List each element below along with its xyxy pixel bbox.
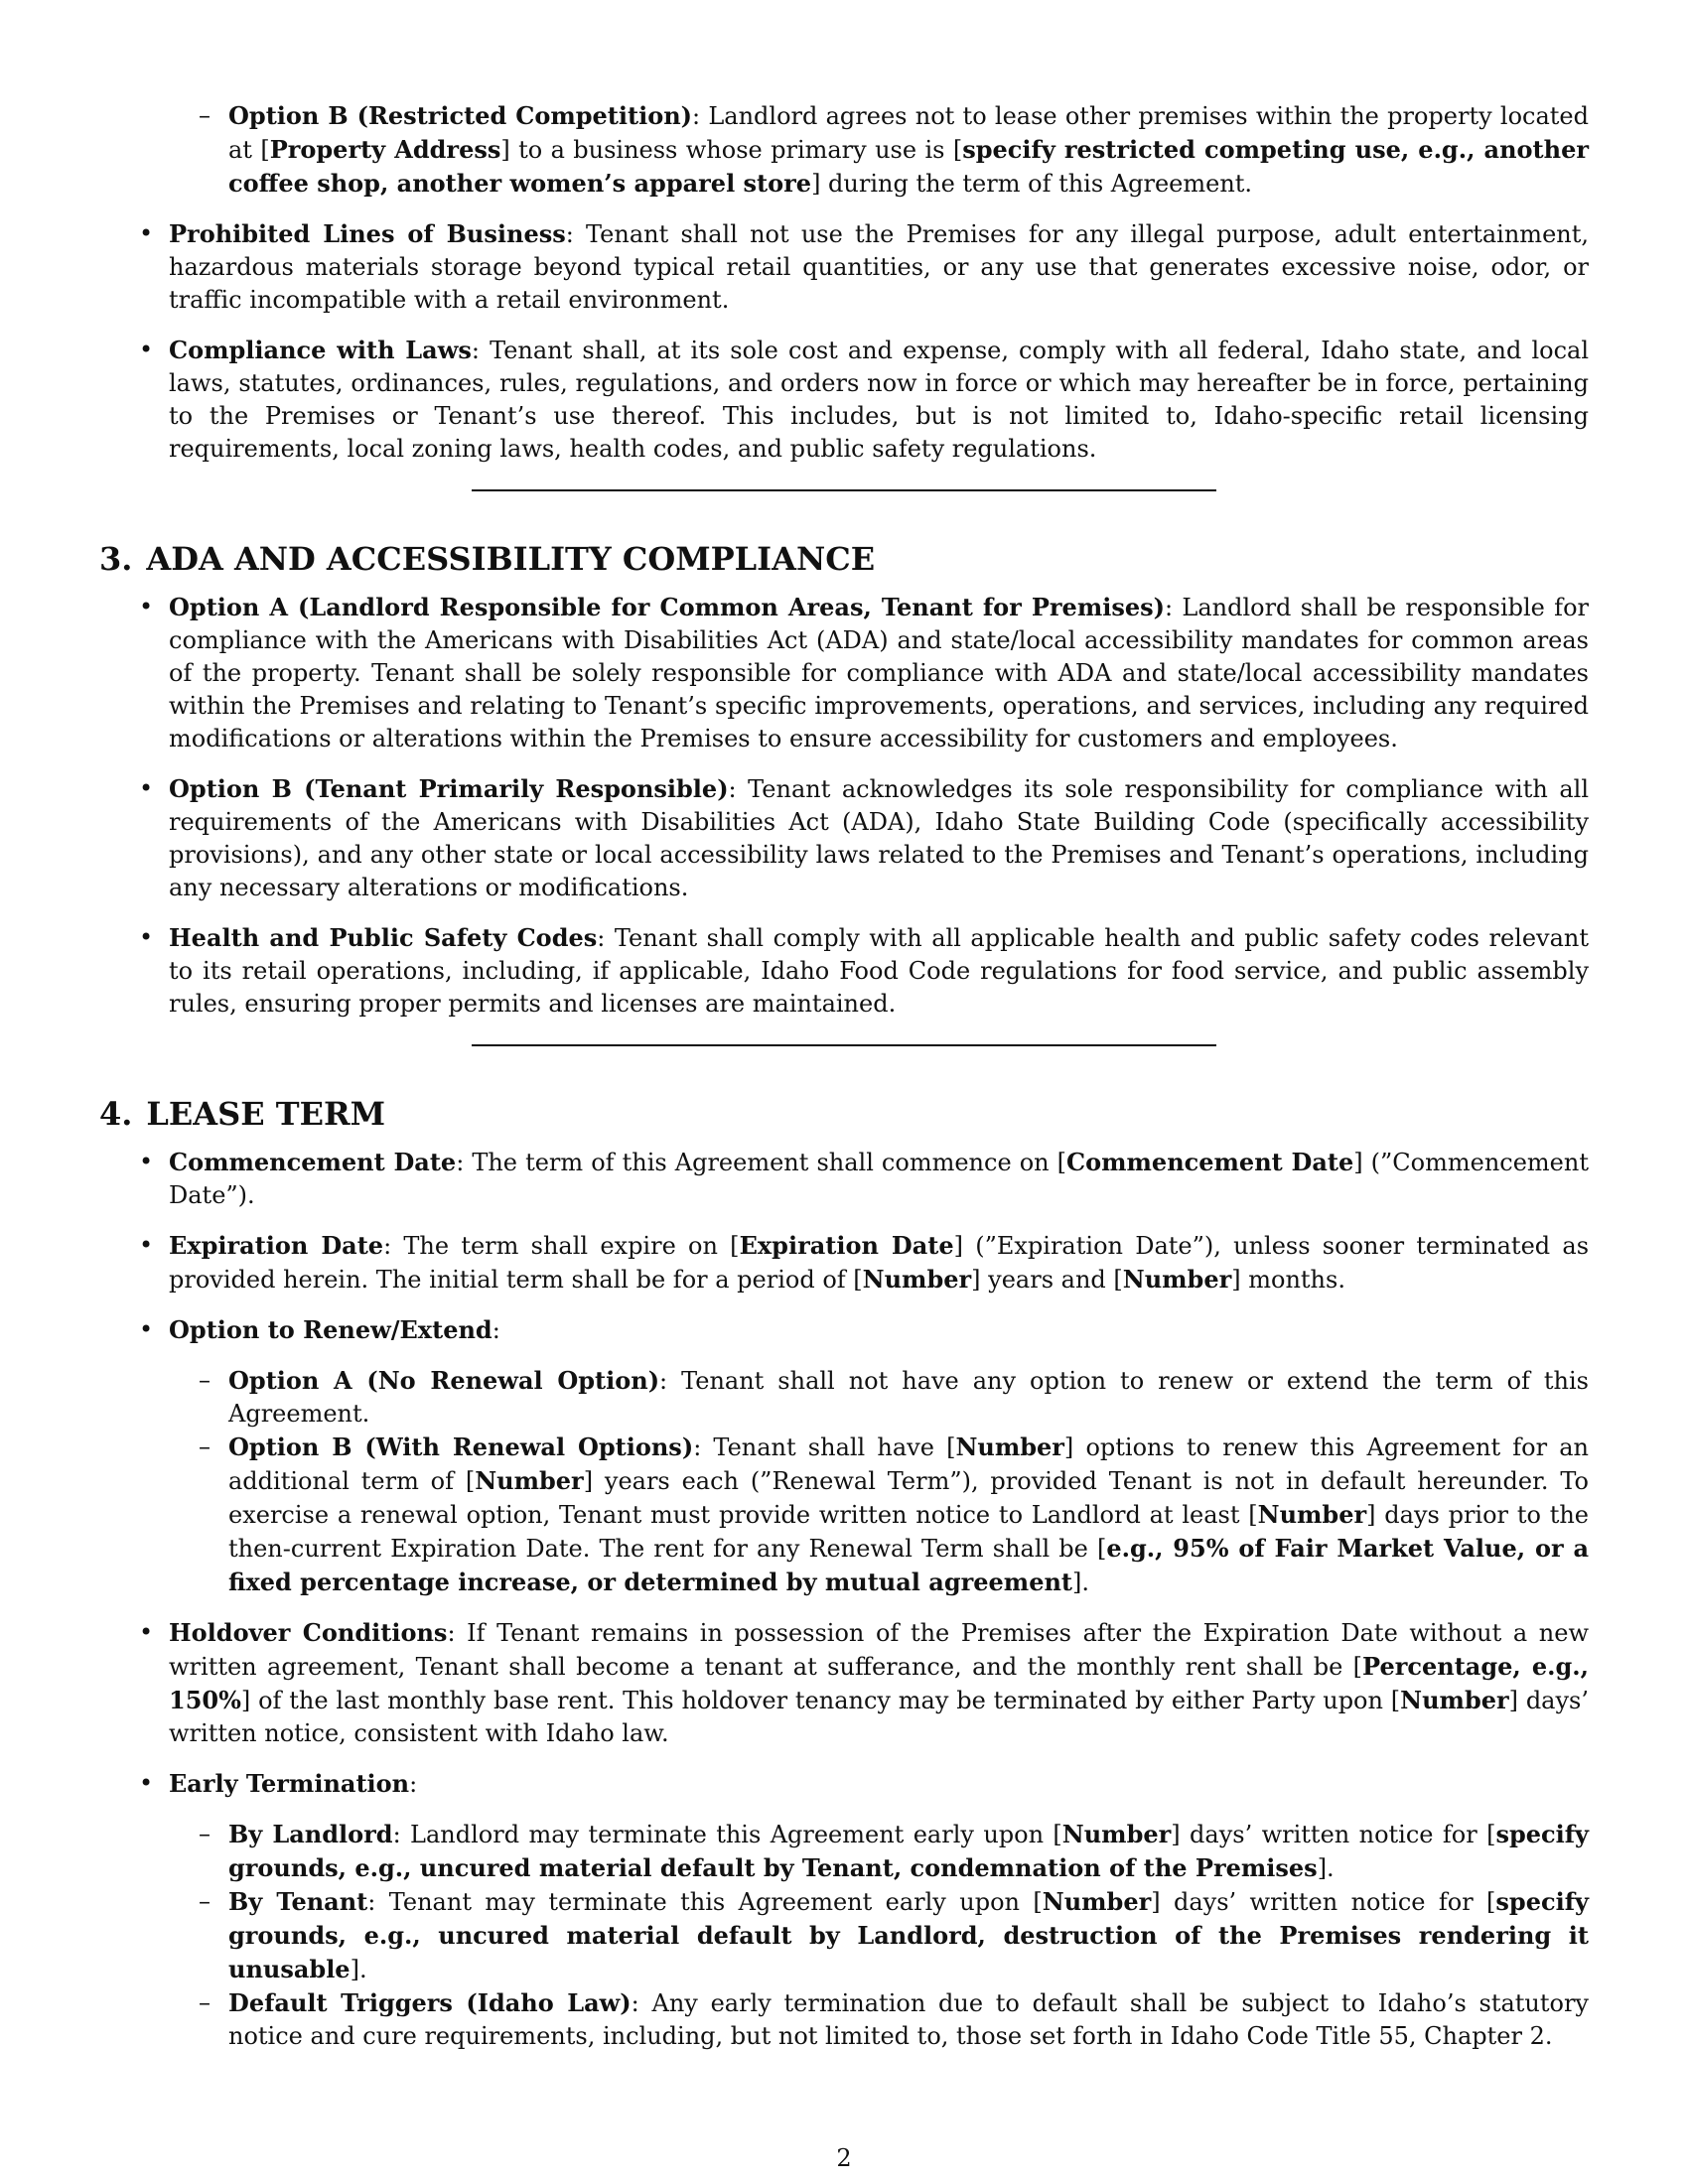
dash-marker: – — [199, 1366, 211, 1394]
dash-marker: – — [199, 1887, 211, 1915]
bullet-marker: • — [139, 1148, 154, 1175]
expiration-date-item: • Expiration Date: The term shall expire on [Expiration Date] (”Expiration Date”), unless sooner terminated as provided herein. The initial term shall be for a period of [Number] years and [Number] months. — [139, 1231, 1590, 1294]
dash-marker: – — [199, 1988, 211, 2016]
option-b-restricted-competition: – Option B (Restricted Competition): Landlord agrees not to lease other premises within the property located at [Property Address] to a business whose primary use is [specify restricted competing use, e.g., another coffee shop, another women’s apparel store] during the term of this Agreement. — [199, 101, 1589, 198]
bullet-marker: • — [139, 1618, 154, 1646]
bullet-marker: • — [139, 1769, 154, 1797]
dash-marker: – — [199, 101, 211, 129]
section-divider — [472, 1044, 1216, 1046]
renew-options-list — [99, 1364, 1589, 1599]
page-content — [99, 99, 1589, 2070]
dash-marker: – — [199, 1820, 211, 1847]
ada-option-b-item: • Option B (Tenant Primarily Responsible): Tenant acknowledges its sole responsibility for compliance with all requirements of the Americans with Disabilities Act (ADA), Idaho State Building Code (specifically accessibility provisions), and any other state or local accessibility laws related to the Premises and Tenant’s operations, including any necessary alterations or modifications. — [139, 774, 1590, 901]
compliance-with-laws-item: • Compliance with Laws: Tenant shall, at its sole cost and expense, comply with all federal, Idaho state, and local laws, statutes, ordinances, rules, regulations, and orders now in force or which may hereafter be in force, pertaining to the Premises or Tenant’s use thereof. This includes, but is not limited to, Idaho-specific retail licensing requirements, local zoning laws, health codes, and public safety regulations. — [139, 336, 1590, 463]
option-to-renew-item: • Option to Renew/Extend: — [139, 1315, 500, 1344]
section-4-heading: 4. LEASE TERM — [99, 1095, 385, 1133]
by-landlord-item: – By Landlord: Landlord may terminate this Agreement early upon [Number] days’ written notice for [specify grounds, e.g., uncured material default by Tenant, condemnation of the Premises]. — [199, 1820, 1589, 1882]
section-3-heading: 3. ADA AND ACCESSIBILITY COMPLIANCE — [99, 540, 876, 578]
bullet-marker: • — [139, 1231, 154, 1259]
default-triggers-item: – Default Triggers (Idaho Law): Any early termination due to default shall be subject to Idaho’s statutory notice and cure requirements, including, but not limited to, those set forth in Idaho Code Title 55, Chapter 2. — [199, 1988, 1589, 2050]
section-divider — [472, 489, 1216, 491]
renew-option-a: – Option A (No Renewal Option): Tenant shall not have any option to renew or extend the term of this Agreement. — [199, 1366, 1589, 1428]
bullet-marker: • — [139, 219, 154, 247]
bullet-marker: • — [139, 336, 154, 363]
bullet-marker: • — [139, 1315, 154, 1343]
by-tenant-item: – By Tenant: Tenant may terminate this Agreement early upon [Number] days’ written notice for [specify grounds, e.g., uncured material default by Landlord, destruction of the Premises rendering it unusable]. — [199, 1887, 1589, 1983]
dash-marker: – — [199, 1433, 211, 1460]
ada-option-a-item: • Option A (Landlord Responsible for Common Areas, Tenant for Premises): Landlord shall be responsible for compliance with the Americans with Disabilities Act (ADA) and state/local accessibility mandates for common areas of the property. Tenant shall be solely responsible for compliance with ADA and state/local accessibility mandates within the Premises and relating to Tenant’s specific improvements, operations, and services, including any required modifications or alterations within the Premises to ensure accessibility for customers and employees. — [139, 593, 1589, 752]
bullet-marker: • — [139, 923, 154, 951]
renew-option-b: – Option B (With Renewal Options): Tenant shall have [Number] options to renew this Agreement for an additional term of [Number] years each (”Renewal Term”), provided Tenant is not in default hereunder. To exercise a renewal option, Tenant must provide written notice to Landlord at least [Number] days prior to the then-current Expiration Date. The rent for any Renewal Term shall be [e.g., 95% of Fair Market Value, or a fixed percentage increase, or determined by mutual agreement]. — [199, 1433, 1589, 1596]
early-termination-item: • Early Termination: — [139, 1769, 418, 1798]
holdover-conditions-item: • Holdover Conditions: If Tenant remains in possession of the Premises after the Expiration Date without a new written agreement, Tenant shall become a tenant at sufferance, and the monthly rent shall be [Percentage, e.g., 150%] of the last monthly base rent. This holdover tenancy may be terminated by either Party upon [Number] days’ written notice, consistent with Idaho law. — [139, 1618, 1590, 1747]
bullet-marker: • — [139, 774, 154, 802]
health-safety-codes-item: • Health and Public Safety Codes: Tenant shall comply with all applicable health and public safety codes relevant to its retail operations, including, if applicable, Idaho Food Code regulations for food service, and public assembly rules, ensuring proper permits and licenses are maintained. — [139, 923, 1590, 1018]
bullet-marker: • — [139, 593, 154, 620]
prohibited-lines-item: • Prohibited Lines of Business: Tenant shall not use the Premises for any illegal purpose, adult entertainment, hazardous materials storage beyond typical retail quantities, or any use that generates excessive noise, odor, or traffic incompatible with a retail environment. — [139, 219, 1589, 314]
early-termination-list — [99, 1818, 1589, 2053]
page-number: 2 — [836, 2144, 852, 2172]
commencement-date-item: • Commencement Date: The term of this Agreement shall commence on [Commencement Date] (”Commencement Date”). — [139, 1148, 1589, 1209]
